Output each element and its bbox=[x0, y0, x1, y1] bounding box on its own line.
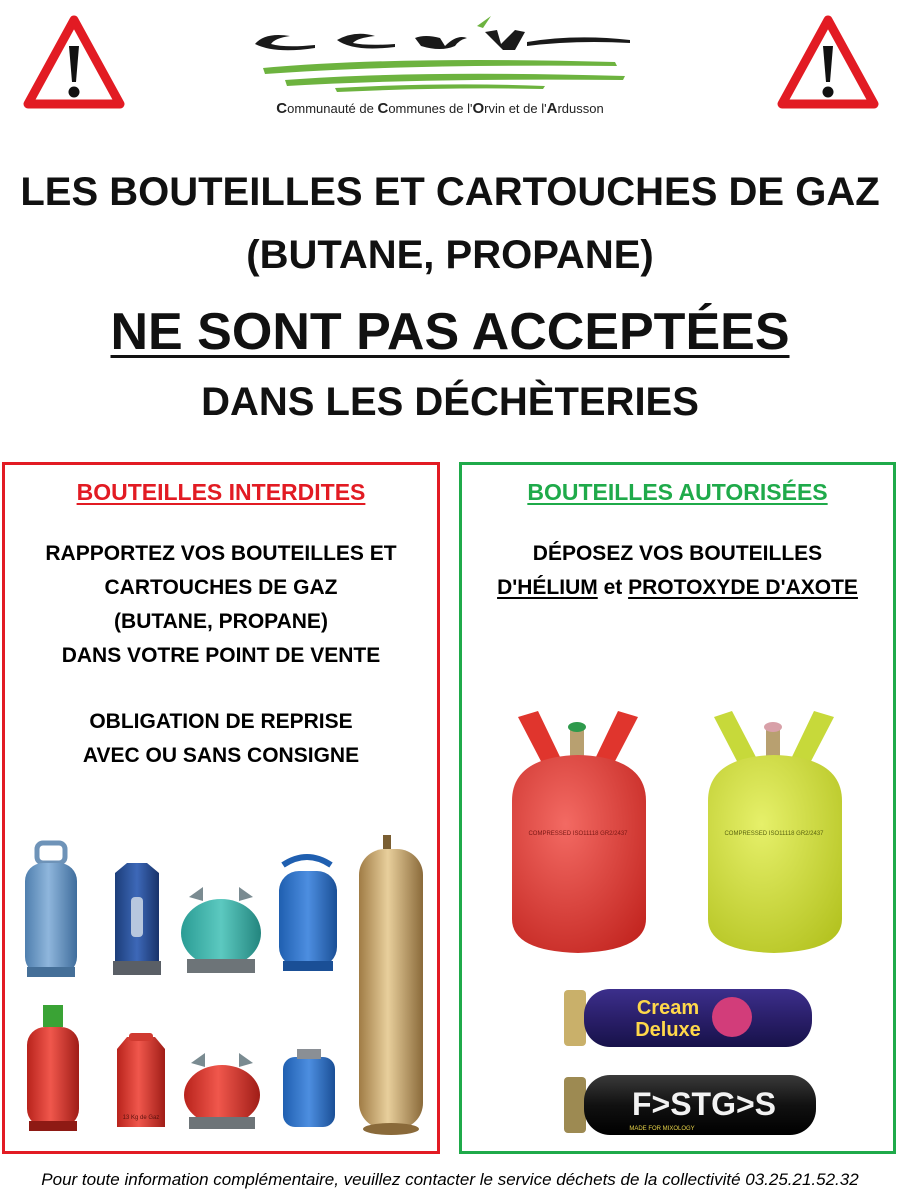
headline-line-1: LES BOUTEILLES ET CARTOUCHES DE GAZ bbox=[20, 170, 880, 214]
allowed-bottles-panel bbox=[459, 462, 896, 1154]
bottle-label: 13 Kg de Gaz bbox=[122, 1115, 160, 1121]
warning-triangle-icon bbox=[22, 14, 126, 114]
organization-name: Communauté de Communes de l'Orvin et de l'Ardusson bbox=[276, 100, 604, 117]
headline-not-accepted: NE SONT PAS ACCEPTÉES bbox=[110, 303, 790, 361]
headline-line-2: (BUTANE, PROPANE) bbox=[246, 233, 654, 277]
teal-propane-bottle bbox=[181, 887, 261, 973]
forbidden-title: BOUTEILLES INTERDITES bbox=[76, 479, 366, 505]
navy-butane-bottle bbox=[113, 863, 161, 975]
ccoa-brush-logo bbox=[245, 12, 635, 97]
red-composite-bottle bbox=[117, 1033, 165, 1127]
blue-gas-cartridge bbox=[283, 1049, 335, 1127]
cream-deluxe-cartridge bbox=[564, 989, 812, 1047]
cartridge-subtitle: MADE FOR MIXOLOGY bbox=[629, 1126, 695, 1132]
headline-line-4: DANS LES DÉCHÈTERIES bbox=[201, 380, 699, 424]
gold-propane-tall-bottle bbox=[359, 835, 423, 1135]
forbidden-bottles-panel bbox=[2, 462, 440, 1154]
cartridge-brand: F>STG>S bbox=[631, 1086, 777, 1122]
cartridge-brand-line2: Deluxe bbox=[635, 1019, 701, 1041]
red-butane-bottle bbox=[27, 1005, 79, 1131]
tank-label: COMPRESSED ISO11118 GR2/2437 bbox=[528, 831, 628, 837]
forbidden-gas-bottles-image bbox=[17, 835, 429, 1140]
allowed-title: BOUTEILLES AUTORISÉES bbox=[527, 479, 828, 505]
forbidden-instructions: RAPPORTEZ VOS BOUTEILLES ET CARTOUCHES DE GAZ (BUTANE, PROPANE) DANS VOTRE POINT DE VENTE bbox=[45, 542, 397, 667]
footer-contact-info: Pour toute information complémentaire, veuillez contacter le service déchets de la collectivité 03.25.21.52.32 bbox=[41, 1170, 859, 1189]
lime-helium-tank bbox=[708, 711, 842, 953]
fastgas-cartridge bbox=[564, 1075, 816, 1135]
blue-butane-bottle bbox=[25, 843, 77, 977]
warning-triangle-icon bbox=[776, 14, 880, 114]
protoxyde-label: PROTOXYDE D'AXOTE bbox=[628, 576, 858, 599]
forbidden-obligation: OBLIGATION DE REPRISE AVEC OU SANS CONSIGNE bbox=[82, 710, 360, 767]
red-helium-tank bbox=[512, 711, 646, 953]
blue-camping-bottle bbox=[279, 857, 337, 971]
red-propane-bottle bbox=[184, 1053, 260, 1129]
allowed-instructions: DÉPOSEZ VOS BOUTEILLES D'HÉLIUM et PROTOXYDE D'AXOTE bbox=[497, 542, 858, 599]
allowed-bottles-image bbox=[482, 705, 882, 1145]
helium-label: D'HÉLIUM bbox=[497, 576, 598, 599]
organization-logo bbox=[245, 12, 635, 122]
cartridge-brand-line1: Cream bbox=[636, 997, 700, 1019]
tank-label: COMPRESSED ISO11118 GR2/2437 bbox=[724, 831, 824, 837]
